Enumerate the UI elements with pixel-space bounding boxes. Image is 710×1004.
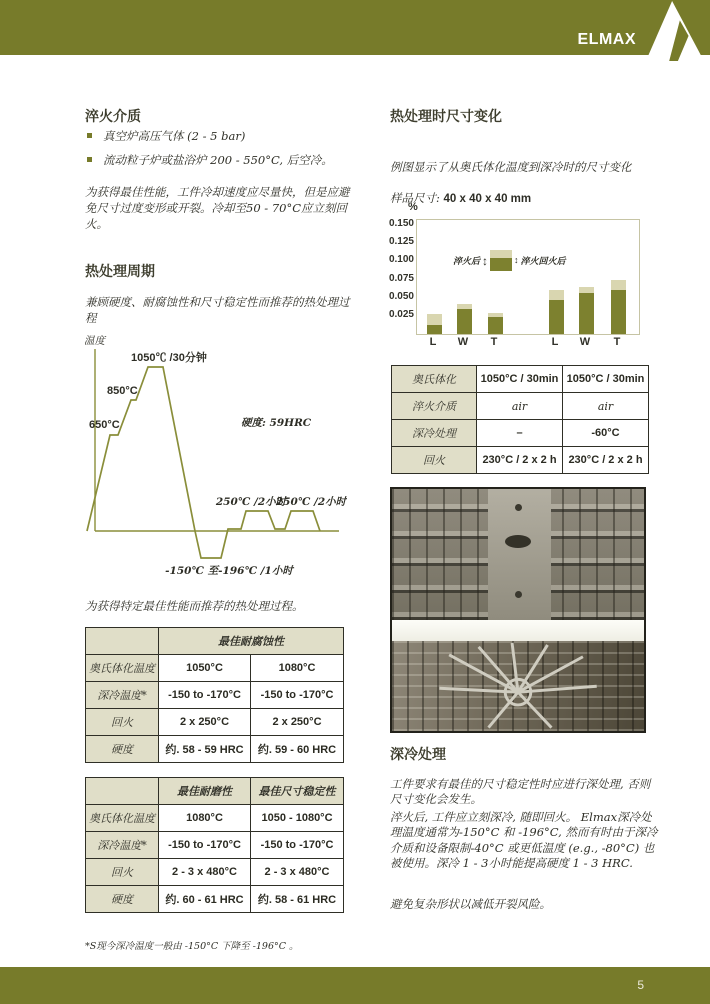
column-header: 最佳耐腐蚀性 [159,628,344,655]
diagram-hardness-label: 硬度: 59HRC [241,417,312,429]
list-item [85,152,355,168]
x-tick: T [613,336,621,348]
diagram-y-axis-label: 温度 [84,335,105,347]
cell-value: 2 x 250°C [159,709,251,736]
y-tick: 0.050 [388,291,414,302]
y-tick: 0.125 [388,236,414,247]
cell-value: -60°C [563,420,649,447]
diagram-temper2-label: 250℃ /2小时 [275,496,347,508]
column-header: 最佳耐磨性 [159,778,251,805]
cell-value: air [563,393,649,420]
row-label: 硬度 [86,886,159,913]
row-label: 回火 [86,709,159,736]
y-tick: 0.150 [388,218,414,229]
x-tick: W [579,336,591,348]
mountain-logo-icon [645,0,705,64]
table-row [86,859,344,886]
heat-treatment-fixture-photo [390,487,646,733]
bullet-square-icon [87,133,92,138]
brand-wordmark: ELMAX [577,31,636,48]
cryo-paragraph-3: 避免复杂形状以减低开裂风险。 [390,896,551,911]
diagram-850-label: 850°C [107,385,138,397]
cell-value: 1080°C [159,805,251,832]
x-tick: L [429,336,437,348]
cell-value: – [477,420,563,447]
y-tick: 0.100 [388,254,414,265]
row-label: 奥氏体化温度 [86,655,159,682]
quench-media-paragraph: 为获得最佳性能，工件冷却速度应尽量快，但是应避免尺寸过度变形或开裂。冷却至50 - 70°C应立刻回火。 [85,184,350,231]
legend-sample-bar [490,250,512,271]
bullet-text: 真空炉高压气体 (2 - 5 bar) [103,129,246,143]
sample-size-value: 40 x 40 x 40 mm [443,192,532,205]
section-title-ht-cycle: 热处理周期 [85,263,155,279]
photo-light-gap [392,620,644,642]
corner-cell [86,628,159,655]
table-row [392,366,649,393]
ht-cycle-outro: 为获得特定最佳性能而推荐的热处理过程。 [85,598,304,613]
cell-value: -150 to -170°C [251,682,344,709]
corner-cell [86,778,159,805]
row-label: 回火 [392,447,477,474]
row-label: 深冷温度* [86,832,159,859]
x-tick: W [457,336,469,348]
heat-treatment-cycle-diagram [83,333,347,589]
x-tick: T [490,336,498,348]
cell-value: 1050°C / 30min [563,366,649,393]
diagram-temper1-label: 250℃ /2小时 [215,496,287,508]
cell-value: 1050°C / 30min [477,366,563,393]
cell-value: 2 - 3 x 480°C [251,859,344,886]
row-label: 奥氏体化温度 [86,805,159,832]
cell-value: air [477,393,563,420]
cell-value: 约. 58 - 59 HRC [159,736,251,763]
y-tick: 0.075 [388,273,414,284]
section-title-quench-media: 淬火介质 [85,108,141,124]
cell-value: 230°C / 2 x 2 h [563,447,649,474]
table-row [86,655,344,682]
table-row [392,393,649,420]
diagram-peak-label: 1050℃ /30分钟 [131,352,207,364]
row-label: 硬度 [86,736,159,763]
row-label: 奥氏体化 [392,366,477,393]
cell-value: 约. 58 - 61 HRC [251,886,344,913]
double-arrow-icon: ↕ [482,253,489,268]
quench-media-bullet-list [85,128,355,176]
sample-size-label: 样品尺寸: [390,190,440,205]
table-row [86,736,344,763]
row-label: 深冷处理 [392,420,477,447]
table-row [86,832,344,859]
table-row [86,709,344,736]
cell-value: 1050 - 1080°C [251,805,344,832]
cell-value: 230°C / 2 x 2 h [477,447,563,474]
dim-change-intro: 例图显示了从奥氏体化温度到深冷时的尺寸变化 [390,159,632,174]
footer-bar [0,967,710,1004]
cell-value: 2 x 250°C [251,709,344,736]
diagram-650-label: 650°C [89,419,120,431]
cell-value: 1050°C [159,655,251,682]
photo-radial-channels [392,641,644,731]
cryo-footnote: *S现今深冷温度一般由 -150°C 下降至 -196°C 。 [85,940,299,952]
table-row [392,447,649,474]
cell-value: 约. 60 - 61 HRC [159,886,251,913]
chart-plot-area [416,219,640,335]
section-title-cryo: 深冷处理 [390,746,446,762]
chart-y-axis-unit: % [408,201,418,213]
list-item [85,128,355,144]
table-row [86,628,344,655]
cell-value: -150 to -170°C [159,832,251,859]
table-row [86,778,344,805]
double-arrow-icon: ↕ [514,255,519,265]
legend-label-temper: 淬火回火后 [520,257,566,267]
ht-condition-table [391,365,649,474]
cell-value: -150 to -170°C [251,832,344,859]
cryo-paragraph-2: 淬火后, 工件应立刻深冷, 随即回火。 Elmax深冷处理温度通常为-150°C 和 -196°C, 然而有时由于深冷介质和设备限制-40°C 或更低温度 (e.g., -80°C) 也被使用。深冷 1 - 3小时能提高硬度 1 - 3 HRC. [390,809,658,871]
table-row [392,420,649,447]
cell-value: 约. 59 - 60 HRC [251,736,344,763]
table-row [86,805,344,832]
corrosion-resistance-table [85,627,344,763]
dimension-change-chart [390,200,648,360]
x-tick: L [551,336,559,348]
row-label: 淬火介质 [392,393,477,420]
column-header: 最佳尺寸稳定性 [251,778,344,805]
bullet-square-icon [87,157,92,162]
diagram-cryo-label: -150℃ 至-196℃ /1小时 [165,565,293,577]
ht-cycle-intro: 兼顾硬度、耐腐蚀性和尺寸稳定性而推荐的热处理过程 [85,294,350,325]
bullet-text: 流动粒子炉或盐浴炉 200 - 550°C, 后空冷。 [103,153,333,167]
section-title-dim-change: 热处理时尺寸变化 [390,108,502,124]
cell-value: 1080°C [251,655,344,682]
chart-legend [453,250,566,271]
cell-value: -150 to -170°C [159,682,251,709]
row-label: 深冷温度* [86,682,159,709]
table-row [86,886,344,913]
legend-label-quench: 淬火后 [453,257,481,267]
y-tick: 0.025 [388,309,414,320]
row-label: 回火 [86,859,159,886]
page-number: 5 [637,978,644,992]
cryo-paragraph-1: 工件要求有最佳的尺寸稳定性时应进行深处理, 否则尺寸变化会发生。 [390,776,651,807]
wear-stability-table [85,777,344,913]
cell-value: 2 - 3 x 480°C [159,859,251,886]
table-row [86,682,344,709]
